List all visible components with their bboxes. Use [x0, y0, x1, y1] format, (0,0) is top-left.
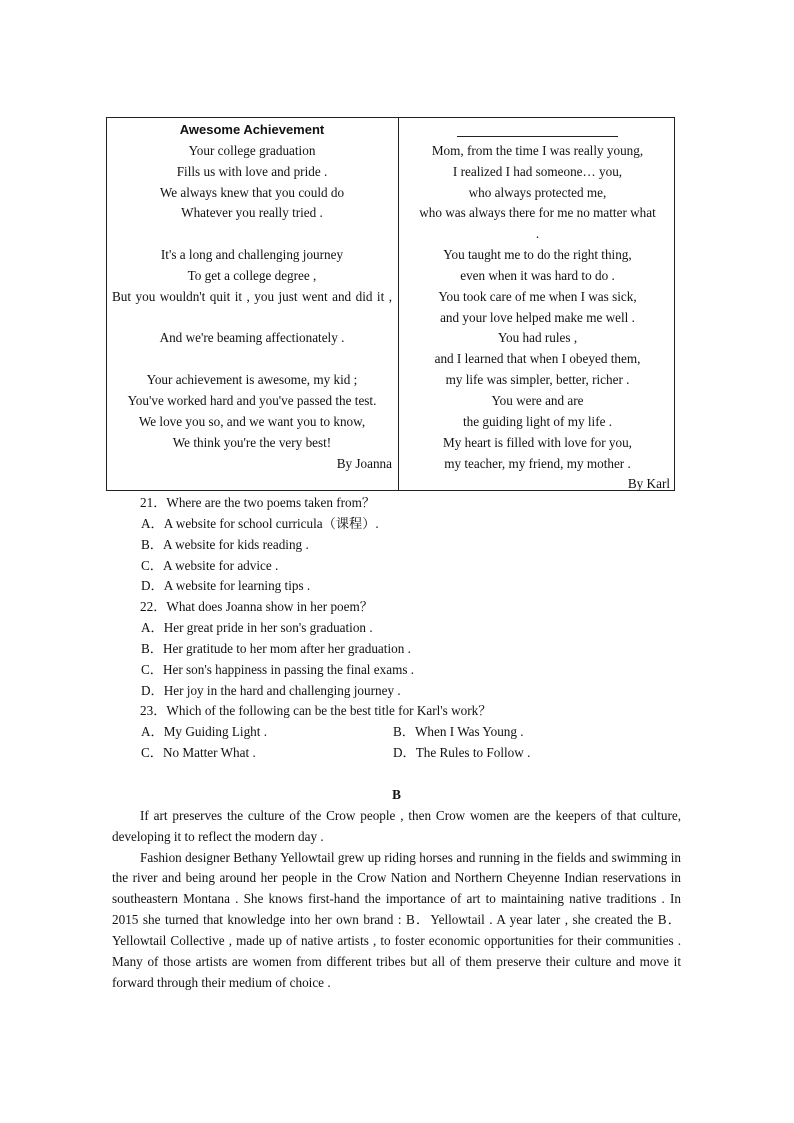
poem-line: who always protected me,	[468, 184, 607, 200]
poem-line: But you wouldn't quit it , you just went and did it ,	[112, 288, 392, 304]
question-22-option-a: A．Her great pride in her son's graduation .	[141, 620, 373, 636]
paragraph: Fashion designer Bethany Yellowtail grew up riding horses and running in the fields and swimming in the river and being around her people in the Crow Nation and Northern Cheyenne Indian reservations in southeastern Montana . She knows first-hand the importance of art to maintaining native traditions . In 2015 she turned that knowledge into her own brand : B．Yellowtail . A year later , she created the B．Yellowtail Collective , made up of native artists , to foster economic opportunities for their communities . Many of those artists are women from different tribes but all of them preserve their culture and move it forward through their medium of choice .	[112, 849, 681, 990]
poem-line: Whatever you really tried .	[181, 205, 323, 221]
poem-line: my life was simpler, better, richer .	[445, 372, 630, 388]
title-blank-line	[457, 124, 618, 137]
question-21-option-c: C．A website for advice .	[141, 557, 279, 573]
poem-line: We always knew that you could do	[159, 184, 345, 200]
question-23-option-b: B．When I Was Young .	[393, 724, 524, 740]
poem-author: By Joanna	[336, 455, 392, 471]
poem-line: who was always there for me no matter what .	[419, 205, 656, 242]
question-21-option-b: B．A website for kids reading .	[141, 536, 309, 552]
question-23-row-2	[141, 743, 700, 764]
poem-joanna	[107, 118, 398, 474]
poem-line: It's a long and challenging journey	[160, 247, 344, 263]
question-21-option-a: A．A website for school curricula（课程）.	[141, 515, 379, 531]
paragraph: If art preserves the culture of the Crow people , then Crow women are the keepers of that culture, developing it to reflect the modern day .	[112, 807, 681, 844]
poem-line: You were and are	[491, 392, 584, 408]
question-23-row-1	[141, 722, 700, 743]
question-21-option-d: D．A website for learning tips .	[141, 578, 311, 594]
poem-line: And we're beaming affectionately .	[159, 330, 345, 346]
poem-line: Your college graduation	[188, 142, 316, 158]
poem-line: We love you so, and we want you to know,	[138, 413, 366, 429]
poem-line: We think you're the very best!	[172, 434, 332, 450]
section-b	[112, 785, 681, 993]
question-21-stem: 21．Where are the two poems taken from？	[140, 495, 376, 510]
poem-line: You took care of me when I was sick,	[438, 288, 637, 304]
stanza-break	[112, 349, 392, 370]
poem-line: my teacher, my friend, my mother .	[444, 455, 631, 471]
poem-line: My heart is filled with love for you,	[443, 434, 632, 450]
poem-line: You've worked hard and you've passed the test.	[127, 392, 377, 408]
poem-line: and I learned that when I obeyed them,	[434, 351, 641, 367]
poem-line: To get a college degree ,	[187, 267, 317, 283]
question-22-stem: 22．What does Joanna show in her poem？	[140, 599, 373, 615]
poem-line: Mom, from the time I was really young,	[431, 142, 644, 158]
poem-karl	[399, 118, 676, 495]
poem-line: even when it was hard to do .	[460, 267, 615, 283]
poem-line: Your achievement is awesome, my kid ;	[146, 372, 358, 388]
question-22-option-b: B．Her gratitude to her mom after her graduation .	[141, 640, 411, 656]
section-title: B	[392, 787, 401, 802]
poem-line: Fills us with love and pride .	[176, 163, 328, 179]
questions	[140, 493, 700, 764]
poem-line: You had rules ,	[497, 330, 578, 346]
question-23-option-c: C．No Matter What .	[141, 745, 256, 761]
question-22-option-c: C．Her son's happiness in passing the final exams .	[141, 661, 415, 677]
question-23-option-d: D．The Rules to Follow .	[393, 745, 531, 761]
poem-author: By Karl	[627, 476, 670, 492]
question-22-option-d: D．Her joy in the hard and challenging journey .	[141, 682, 401, 698]
poem-line: You taught me to do the right thing,	[443, 247, 632, 263]
poem-title: Awesome Achievement	[179, 122, 325, 137]
question-23-stem: 23．Which of the following can be the best title for Karl's work？	[140, 703, 492, 719]
question-23-option-a: A．My Guiding Light .	[141, 724, 268, 740]
poem-line: the guiding light of my life .	[462, 413, 613, 429]
poem-line: and your love helped make me well .	[440, 309, 635, 325]
title-blank	[405, 120, 670, 141]
poem-table	[106, 117, 675, 491]
stanza-break	[112, 224, 392, 245]
poem-line: I realized I had someone… you,	[452, 163, 623, 179]
